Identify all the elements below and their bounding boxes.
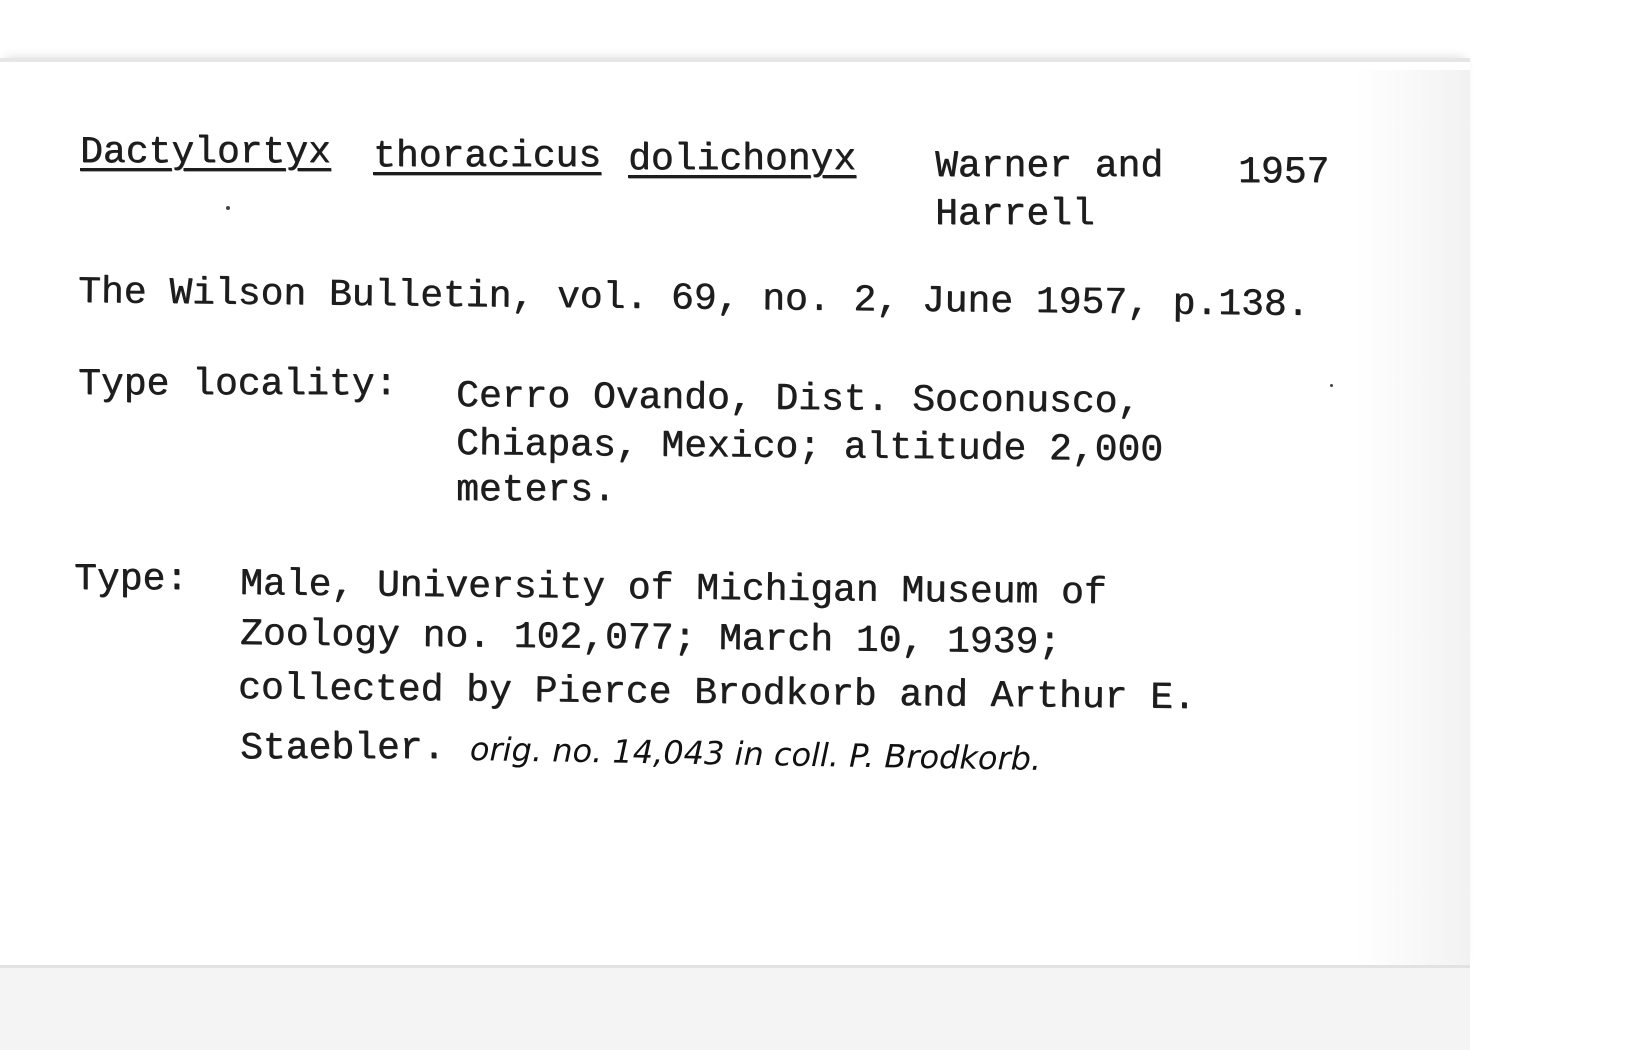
scan-speck bbox=[1330, 384, 1333, 387]
authors-line-1: Warner and bbox=[935, 145, 1164, 188]
subspecies-name: dolichonyx bbox=[628, 138, 857, 181]
genus-name: Dactylortyx bbox=[80, 131, 331, 174]
type-locality-label: Type locality: bbox=[78, 363, 398, 406]
scan-bottom-margin bbox=[0, 965, 1470, 1050]
type-line-2: Zoology no. 102,077; March 10, 1939; bbox=[239, 613, 1062, 665]
type-locality-line-1: Cerro Ovando, Dist. Soconusco, bbox=[455, 375, 1141, 424]
type-line-4: Staebler. bbox=[240, 727, 446, 770]
type-locality-line-3: meters. bbox=[456, 469, 616, 512]
year: 1957 bbox=[1238, 151, 1330, 194]
card-edge-shading bbox=[1355, 70, 1470, 980]
species-name: thoracicus bbox=[373, 135, 602, 178]
handwritten-annotation: orig. no. 14,043 in coll. P. Brodkorb. bbox=[469, 730, 1042, 778]
citation: The Wilson Bulletin, vol. 69, no. 2, June 1957, p.138. bbox=[77, 271, 1310, 327]
type-line-1: Male, University of Michigan Museum of bbox=[239, 563, 1107, 616]
type-label: Type: bbox=[74, 558, 189, 601]
authors-line-2: Harrell bbox=[935, 193, 1095, 236]
type-locality-line-2: Chiapas, Mexico; altitude 2,000 bbox=[455, 423, 1164, 473]
type-line-3: collected by Pierce Brodkorb and Arthur E. bbox=[237, 667, 1196, 721]
scan-speck bbox=[226, 206, 230, 210]
